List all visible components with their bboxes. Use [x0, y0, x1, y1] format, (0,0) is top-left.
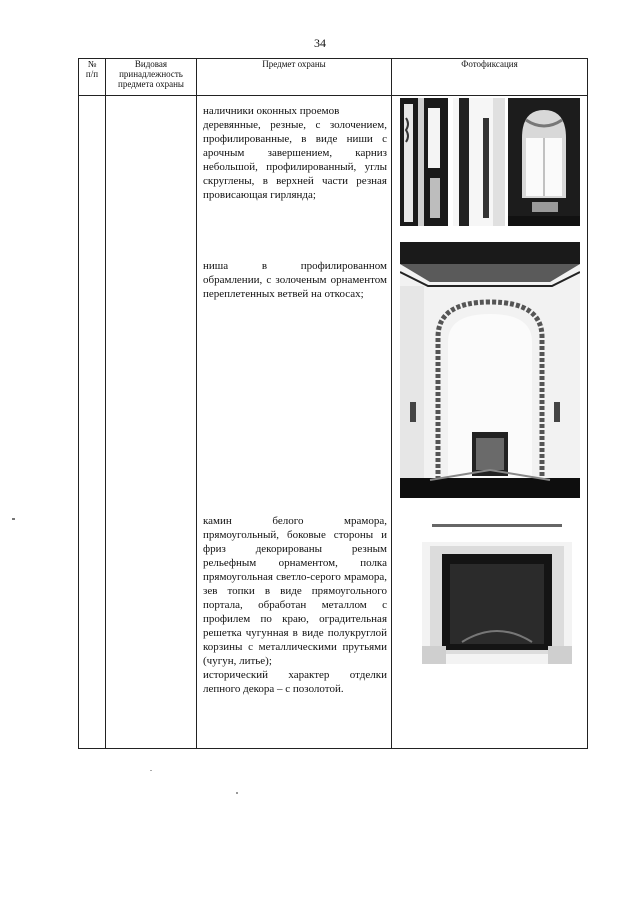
item-line: ниша в профилированном обрамлении, с золоченым орнаментом переплетенных ветвей на откосах; — [203, 260, 387, 300]
header-subject-label: Предмет охраны — [262, 59, 326, 69]
header-number-line2: п/п — [85, 69, 99, 79]
header-type-line1: Видовая — [134, 59, 168, 69]
header-photo-label: Фотофиксация — [461, 59, 518, 69]
item-line: деревянные, резные, с золочением, — [203, 119, 387, 131]
header-type-line2: принадлежность — [119, 69, 183, 79]
item-line: профилированные, в виде ниши с арочным завершением, карниз небольшой, профилированный, углы скруглены, в верхней части резная провисающая гирлянда; — [203, 133, 387, 201]
header-type-line3: предмета охраны — [118, 79, 184, 89]
item-line: камин белого мрамора, прямоугольный, боковые стороны и фриз декорированы резным рельефным орнаментом, полка прямоугольная светло-серого мрамора, зев топки в виде прямоугольного портала, обработан металлом с профилем по краю, оградительная решетка чугунная в виде полукруглой корзины с металлическими прутьями (чугун, литье); — [203, 515, 387, 667]
page-number: 34 — [314, 36, 326, 50]
header-number-line1: № — [87, 59, 97, 69]
item-line: исторический характер отделки лепного декора – с позолотой. — [203, 669, 387, 695]
item-line: наличники оконных проемов — [203, 105, 340, 117]
